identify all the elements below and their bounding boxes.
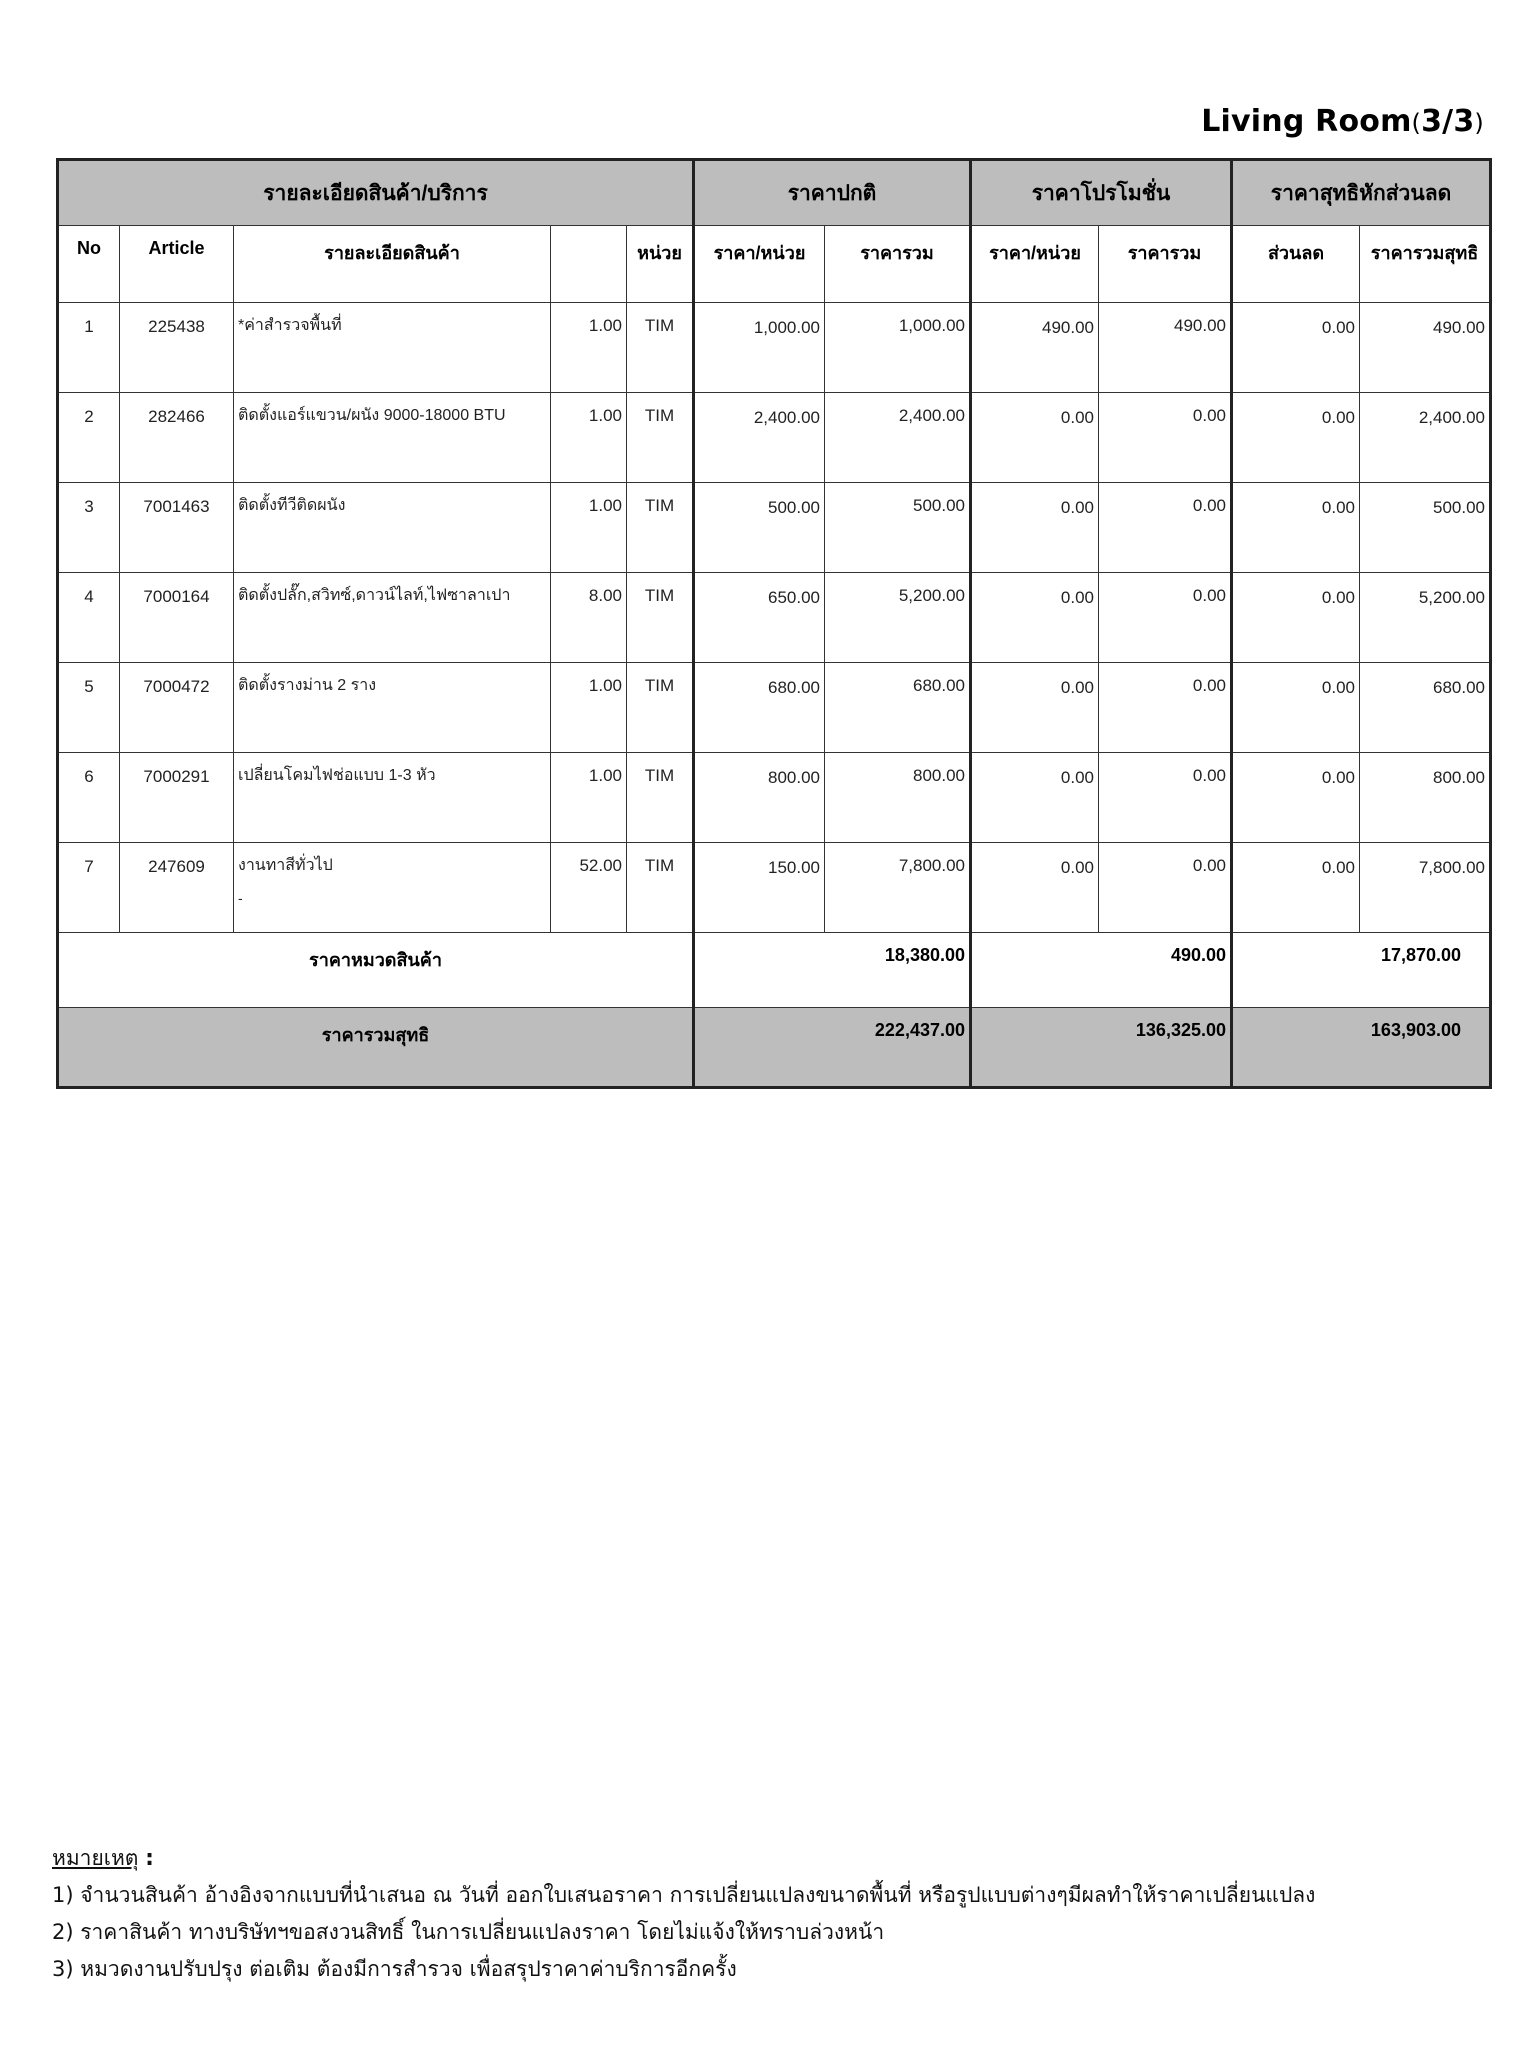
row-article: 247609 (120, 843, 234, 933)
remarks-section (52, 1840, 1482, 1988)
row-net-total: 5,200.00 (1360, 573, 1491, 663)
row-normal-unit-price: 2,400.00 (694, 393, 825, 483)
row-promo-total: 0.00 (1099, 573, 1232, 663)
row-normal-total: 7,800.00 (825, 843, 971, 933)
page-title-text: Living Room (1201, 104, 1412, 139)
row-unit: TIM (627, 753, 694, 843)
page-title-open-paren: ( (1411, 109, 1422, 137)
grand-total-row (58, 1008, 1491, 1088)
row-no: 2 (58, 393, 120, 483)
row-discount: 0.00 (1232, 483, 1360, 573)
row-article: 7000291 (120, 753, 234, 843)
group-header-row (58, 160, 1491, 226)
subtotal-label: ราคาหมวดสินค้า (58, 933, 694, 1008)
row-net-total: 7,800.00 (1360, 843, 1491, 933)
row-qty: 1.00 (551, 663, 627, 753)
row-discount: 0.00 (1232, 843, 1360, 933)
column-header-no: No (58, 226, 120, 303)
group-header-net-price: ราคาสุทธิหักส่วนลด (1232, 160, 1491, 226)
row-qty: 1.00 (551, 393, 627, 483)
table-row (58, 843, 1491, 933)
row-description-sub: - (238, 890, 243, 906)
row-article: 282466 (120, 393, 234, 483)
row-normal-total: 500.00 (825, 483, 971, 573)
row-no: 5 (58, 663, 120, 753)
column-header-row (58, 226, 1491, 303)
remarks-line-3: 3) หมวดงานปรับปรุง ต่อเติม ต้องมีการสำรวจ เพื่อสรุปราคาค่าบริการอีกครั้ง (52, 1957, 737, 1981)
column-header-qty (551, 226, 627, 303)
row-unit: TIM (627, 393, 694, 483)
row-no: 1 (58, 303, 120, 393)
row-unit: TIM (627, 573, 694, 663)
row-promo-total: 0.00 (1099, 393, 1232, 483)
table-row (58, 483, 1491, 573)
column-header-promo-total: ราคารวม (1099, 226, 1232, 303)
row-normal-unit-price: 800.00 (694, 753, 825, 843)
row-description-text: งานทาสีทั่วไป (238, 857, 333, 874)
group-header-details: รายละเอียดสินค้า/บริการ (58, 160, 694, 226)
row-normal-total: 680.00 (825, 663, 971, 753)
row-normal-unit-price: 150.00 (694, 843, 825, 933)
row-promo-unit-price: 0.00 (971, 483, 1099, 573)
row-promo-unit-price: 0.00 (971, 663, 1099, 753)
page-title-close-paren: ) (1474, 109, 1484, 137)
column-header-article: Article (120, 226, 234, 303)
row-description (234, 483, 551, 573)
row-normal-total: 800.00 (825, 753, 971, 843)
row-discount: 0.00 (1232, 393, 1360, 483)
group-header-normal-price: ราคาปกติ (694, 160, 971, 226)
row-net-total: 800.00 (1360, 753, 1491, 843)
grand-total-promo: 136,325.00 (971, 1008, 1232, 1088)
remarks-line-1: 1) จำนวนสินค้า อ้างอิงจากแบบที่นำเสนอ ณ วันที่ ออกใบเสนอราคา การเปลี่ยนแปลงขนาดพื้นที่ หรือรูปแบบต่างๆมีผลทำให้ราคาเปลี่ยนแปลง (52, 1883, 1316, 1907)
row-promo-unit-price: 0.00 (971, 573, 1099, 663)
subtotal-row (58, 933, 1491, 1008)
row-article: 7000472 (120, 663, 234, 753)
column-header-description: รายละเอียดสินค้า (234, 226, 551, 303)
row-article: 7000164 (120, 573, 234, 663)
column-header-discount: ส่วนลด (1232, 226, 1360, 303)
column-header-unit: หน่วย (627, 226, 694, 303)
page-number: 3/3 (1421, 104, 1475, 139)
page-title (1201, 104, 1484, 139)
row-unit: TIM (627, 303, 694, 393)
grand-total-label: ราคารวมสุทธิ (58, 1008, 694, 1088)
row-description-text: เปลี่ยนโคมไฟช่อแบบ 1-3 หัว (238, 767, 436, 784)
row-unit: TIM (627, 843, 694, 933)
row-no: 6 (58, 753, 120, 843)
row-discount: 0.00 (1232, 753, 1360, 843)
row-description-text: *ค่าสำรวจพื้นที่ (238, 317, 342, 334)
row-description (234, 843, 551, 933)
column-header-normal-total: ราคารวม (825, 226, 971, 303)
row-normal-unit-price: 1,000.00 (694, 303, 825, 393)
row-promo-total: 0.00 (1099, 843, 1232, 933)
row-unit: TIM (627, 663, 694, 753)
remarks-title: หมายเหตุ (52, 1846, 139, 1870)
row-normal-total: 1,000.00 (825, 303, 971, 393)
row-normal-unit-price: 650.00 (694, 573, 825, 663)
row-discount: 0.00 (1232, 303, 1360, 393)
table-row (58, 753, 1491, 843)
column-header-net-total: ราคารวมสุทธิ (1360, 226, 1491, 303)
subtotal-net: 17,870.00 (1232, 933, 1491, 1008)
row-discount: 0.00 (1232, 573, 1360, 663)
row-promo-total: 0.00 (1099, 483, 1232, 573)
row-normal-total: 2,400.00 (825, 393, 971, 483)
remarks-heading (52, 1840, 1482, 1877)
row-promo-unit-price: 0.00 (971, 753, 1099, 843)
row-promo-total: 0.00 (1099, 753, 1232, 843)
row-qty: 1.00 (551, 483, 627, 573)
row-net-total: 2,400.00 (1360, 393, 1491, 483)
row-unit: TIM (627, 483, 694, 573)
row-description-text: ติดตั้งทีวีติดผนัง (238, 497, 346, 514)
row-no: 7 (58, 843, 120, 933)
subtotal-normal: 18,380.00 (694, 933, 971, 1008)
row-normal-unit-price: 500.00 (694, 483, 825, 573)
row-promo-unit-price: 0.00 (971, 393, 1099, 483)
row-description (234, 573, 551, 663)
row-discount: 0.00 (1232, 663, 1360, 753)
column-header-promo-unit-price: ราคา/หน่วย (971, 226, 1099, 303)
remarks-colon: : (145, 1846, 154, 1871)
grand-total-net: 163,903.00 (1232, 1008, 1491, 1088)
column-header-normal-unit-price: ราคา/หน่วย (694, 226, 825, 303)
group-header-promo-price: ราคาโปรโมชั่น (971, 160, 1232, 226)
row-normal-total: 5,200.00 (825, 573, 971, 663)
row-net-total: 490.00 (1360, 303, 1491, 393)
row-description-text: ติดตั้งปลั๊ก,สวิทซ์,ดาวน์ไลท์,ไฟซาลาเปา (238, 587, 511, 604)
row-promo-total: 0.00 (1099, 663, 1232, 753)
row-no: 4 (58, 573, 120, 663)
row-normal-unit-price: 680.00 (694, 663, 825, 753)
row-qty: 8.00 (551, 573, 627, 663)
row-net-total: 500.00 (1360, 483, 1491, 573)
row-description (234, 303, 551, 393)
table-row (58, 393, 1491, 483)
row-description-text: ติดตั้งแอร์แขวน/ผนัง 9000-18000 BTU (238, 407, 506, 424)
row-description (234, 663, 551, 753)
row-qty: 1.00 (551, 753, 627, 843)
row-description (234, 393, 551, 483)
row-article: 7001463 (120, 483, 234, 573)
table-row (58, 573, 1491, 663)
subtotal-promo: 490.00 (971, 933, 1232, 1008)
row-article: 225438 (120, 303, 234, 393)
row-qty: 1.00 (551, 303, 627, 393)
table-row (58, 663, 1491, 753)
row-net-total: 680.00 (1360, 663, 1491, 753)
row-promo-unit-price: 0.00 (971, 843, 1099, 933)
row-qty: 52.00 (551, 843, 627, 933)
row-promo-total: 490.00 (1099, 303, 1232, 393)
row-no: 3 (58, 483, 120, 573)
row-promo-unit-price: 490.00 (971, 303, 1099, 393)
row-description-text: ติดตั้งรางม่าน 2 ราง (238, 677, 377, 694)
table-row (58, 303, 1491, 393)
remarks-line-2: 2) ราคาสินค้า ทางบริษัทฯขอสงวนสิทธิ์ ในการเปลี่ยนแปลงราคา โดยไม่แจ้งให้ทราบล่วงหน้า (52, 1920, 885, 1944)
grand-total-normal: 222,437.00 (694, 1008, 971, 1088)
row-description (234, 753, 551, 843)
quotation-table (56, 158, 1492, 1089)
